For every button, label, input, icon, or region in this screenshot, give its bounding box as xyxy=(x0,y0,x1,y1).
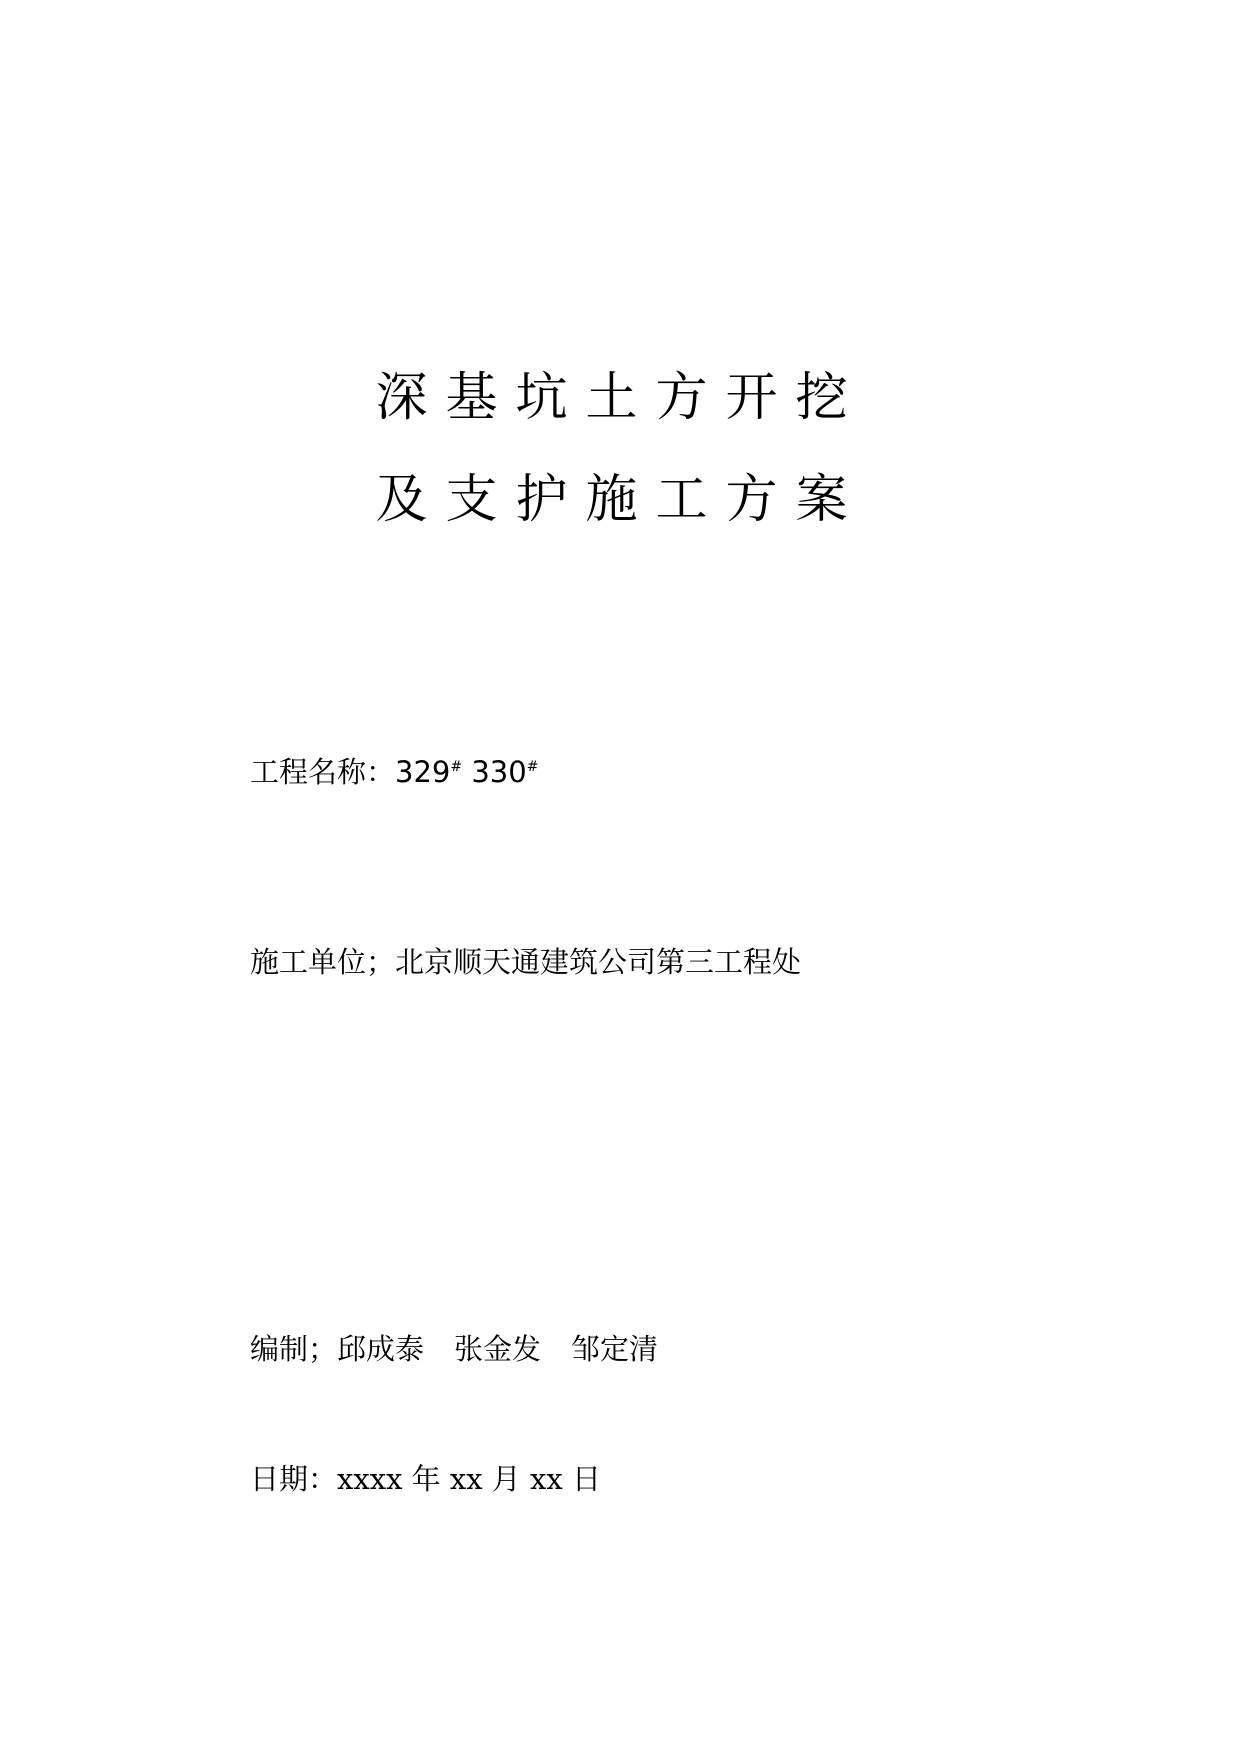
construction-unit-value: 北京顺天通建筑公司第三工程处 xyxy=(395,945,802,979)
project-number-1: 329 xyxy=(395,755,451,789)
compiled-by-label: 编制； xyxy=(250,1332,338,1366)
construction-unit-label: 施工单位； xyxy=(250,945,396,979)
project-name-field xyxy=(250,755,539,789)
compiler-name-1: 邱成泰 xyxy=(337,1332,425,1366)
project-number-2-mark: # xyxy=(526,759,539,775)
date-label: 日期： xyxy=(250,1462,338,1496)
document-title-line-2: 及支护施工方案 xyxy=(375,470,866,530)
date-field xyxy=(250,1462,601,1496)
project-number-1-mark: # xyxy=(450,759,463,775)
date-value: xxxx 年 xx 月 xx 日 xyxy=(337,1462,601,1496)
project-number-2: 330 xyxy=(471,755,527,789)
construction-unit-field xyxy=(250,945,802,979)
compiler-name-2: 张金发 xyxy=(454,1332,542,1366)
project-name-label: 工程名称： xyxy=(250,755,396,789)
compiled-by-field xyxy=(250,1332,659,1366)
compiler-name-3: 邹定清 xyxy=(571,1332,659,1366)
document-title-line-1: 深基坑土方开挖 xyxy=(375,368,866,428)
